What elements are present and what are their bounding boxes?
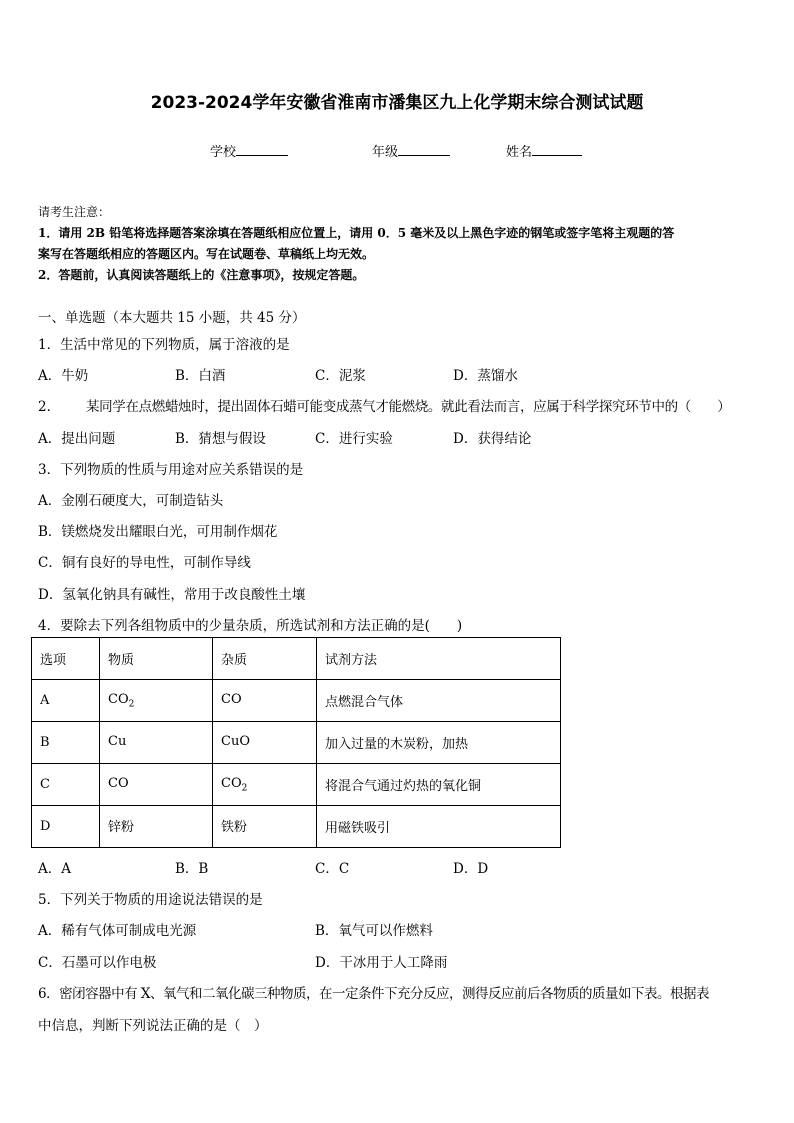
- row-substance: Cu: [100, 722, 213, 764]
- row-impurity: CuO: [213, 722, 317, 764]
- question-4-option-a: A．A: [38, 861, 71, 877]
- row-substance: 锌粉: [100, 806, 213, 848]
- table-row: [32, 806, 561, 848]
- header-impurity: 杂质: [213, 638, 317, 680]
- header-substance: 物质: [100, 638, 213, 680]
- question-4-table: [31, 637, 561, 848]
- question-1-stem: 1．生活中常见的下列物质，属于溶液的是: [38, 337, 290, 353]
- name-field: [506, 141, 582, 160]
- name-label: 姓名: [506, 145, 533, 160]
- table-header-row: [32, 638, 561, 680]
- row-option: C: [32, 764, 100, 806]
- question-2-stem: 某同学在点燃蜡烛时，提出固体石蜡可能变成蒸气才能燃烧。就此看法而言，应属于科学探究环节中的（ ）: [86, 399, 731, 415]
- question-3-stem: 3．下列物质的性质与用途对应关系错误的是: [38, 462, 304, 478]
- notice-line-2: 2．答题前，认真阅读答题纸上的《注意事项》，按规定答题。: [38, 268, 365, 282]
- header-method: 试剂方法: [317, 638, 561, 680]
- row-option: D: [32, 806, 100, 848]
- question-2-option-c: C．进行实验: [315, 431, 393, 447]
- question-6-line-2: 中信息，判断下列说法正确的是（ ）: [38, 1018, 268, 1034]
- notice-heading: 请考生注意：: [38, 205, 111, 219]
- question-4-option-d: D．D: [453, 861, 489, 877]
- section-heading: 一、单选题（本大题共 15 小题，共 45 分）: [38, 310, 306, 326]
- row-method: 点燃混合气体: [317, 680, 561, 722]
- row-substance: CO: [100, 764, 213, 806]
- question-2-option-d: D．获得结论: [453, 431, 532, 447]
- question-3-option-a: A．金刚石硬度大，可制造钻头: [38, 493, 224, 509]
- grade-label: 年级: [372, 145, 399, 160]
- row-impurity: 铁粉: [213, 806, 317, 848]
- question-4-option-c: C．C: [315, 861, 350, 877]
- row-method: 将混合气通过灼热的氧化铜: [317, 764, 561, 806]
- question-1-option-d: D．蒸馏水: [453, 368, 518, 384]
- question-6-line-1: 6．密闭容器中有 X、氧气和二氧化碳三种物质，在一定条件下充分反应，测得反应前后各物质的质量如下表。根据表: [38, 986, 709, 1002]
- header-option: 选项: [32, 638, 100, 680]
- school-label: 学校: [210, 145, 237, 160]
- table-row: [32, 680, 561, 722]
- question-4-stem: 4．要除去下列各组物质中的少量杂质，所选试剂和方法正确的是( ): [38, 618, 463, 634]
- question-5-option-c: C．石墨可以作电极: [38, 955, 157, 971]
- question-5-stem: 5．下列关于物质的用途说法错误的是: [38, 892, 263, 908]
- page-title: 2023-2024学年安徽省淮南市潘集区九上化学期末综合测试试题: [150, 93, 644, 113]
- question-5-option-b: B．氧气可以作燃料: [315, 923, 433, 939]
- row-option: A: [32, 680, 100, 722]
- question-4-option-b: B．B: [175, 861, 209, 877]
- grade-field: [372, 141, 450, 160]
- table-row: [32, 764, 561, 806]
- question-2-option-a: A．提出问题: [38, 431, 116, 447]
- notice-line-1a: 1．请用 2B 铅笔将选择题答案涂填在答题纸相应位置上，请用 0．5 毫米及以上黑色字迹的钢笔或签字笔将主观题的答: [38, 226, 675, 240]
- question-3-option-b: B．镁燃烧发出耀眼白光，可用制作烟花: [38, 524, 278, 540]
- school-field: [210, 141, 288, 160]
- question-1-option-a: A．牛奶: [38, 368, 89, 384]
- question-1-option-c: C．泥浆: [315, 368, 366, 384]
- row-substance: $CO_2$: [100, 680, 213, 722]
- notice-line-1b: 案写在答题纸相应的答题区内。写在试题卷、草稿纸上均无效。: [38, 247, 375, 261]
- question-2-number: 2．: [38, 399, 61, 415]
- question-2-option-b: B．猜想与假设: [175, 431, 266, 447]
- question-3-option-c: C．铜有良好的导电性，可制作导线: [38, 555, 251, 571]
- question-1-option-b: B．白酒: [175, 368, 226, 384]
- question-5-option-d: D．干冰用于人工降雨: [315, 955, 448, 971]
- row-impurity: $CO_2$: [213, 764, 317, 806]
- row-impurity: CO: [213, 680, 317, 722]
- table-row: [32, 722, 561, 764]
- row-option: B: [32, 722, 100, 764]
- question-3-option-d: D．氢氧化钠具有碱性，常用于改良酸性土壤: [38, 587, 306, 603]
- row-method: 加入过量的木炭粉，加热: [317, 722, 561, 764]
- row-method: 用磁铁吸引: [317, 806, 561, 848]
- question-5-option-a: A．稀有气体可制成电光源: [38, 923, 197, 939]
